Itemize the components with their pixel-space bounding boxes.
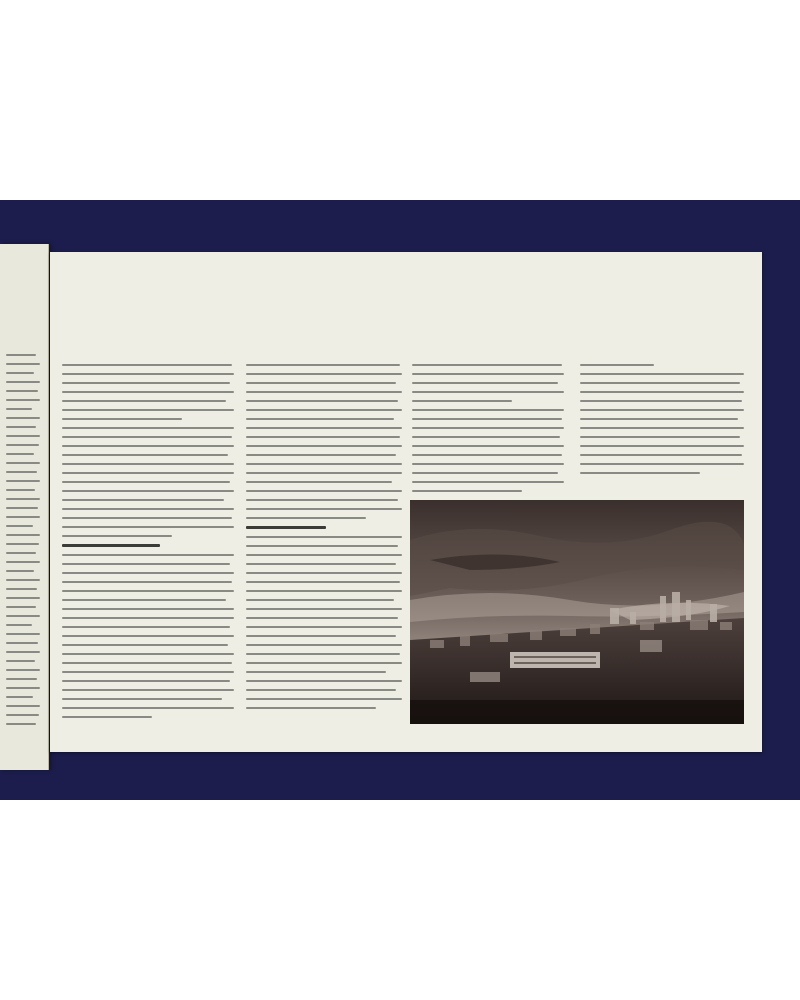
cityscape-photo (410, 500, 744, 724)
text-column-1 (62, 364, 234, 725)
open-book-page (50, 252, 762, 752)
left-page-edge (0, 244, 49, 770)
text-column-2 (246, 364, 402, 716)
text-column-3 (412, 364, 564, 499)
text-column-4 (580, 364, 744, 481)
